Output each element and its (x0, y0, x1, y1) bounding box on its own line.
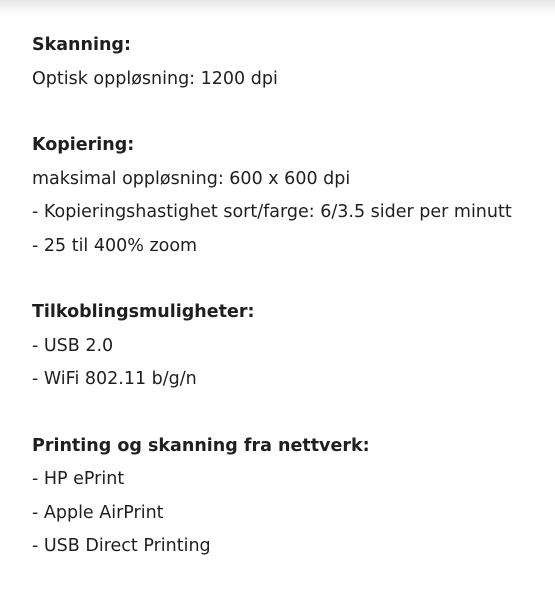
section-heading: Tilkoblingsmuligheter: (32, 302, 255, 322)
section-kopiering (32, 129, 547, 263)
spec-content (32, 29, 547, 597)
spec-line: - Kopieringshastighet sort/farge: 6/3.5 sider per minutt (32, 202, 512, 222)
section-heading: Printing og skanning fra nettverk: (32, 435, 370, 456)
spec-line: maksimal oppløsning: 600 x 600 dpi (32, 168, 351, 189)
top-shadow-divider (0, 0, 555, 18)
section-nettverk (32, 430, 547, 564)
section-heading: Skanning: (32, 35, 131, 55)
spec-line: - USB Direct Printing (32, 536, 211, 556)
spec-line: - Apple AirPrint (32, 502, 164, 523)
spec-line: - USB 2.0 (32, 335, 114, 356)
section-skanning (32, 29, 547, 96)
spec-line: - HP ePrint (32, 469, 125, 489)
spec-line: - 25 til 400% zoom (32, 235, 198, 256)
spec-line: - WiFi 802.11 b/g/n (32, 369, 197, 389)
section-tilkoblingsmuligheter (32, 296, 547, 397)
section-heading: Kopiering: (32, 135, 135, 155)
spec-line: Optisk oppløsning: 1200 dpi (32, 68, 278, 89)
